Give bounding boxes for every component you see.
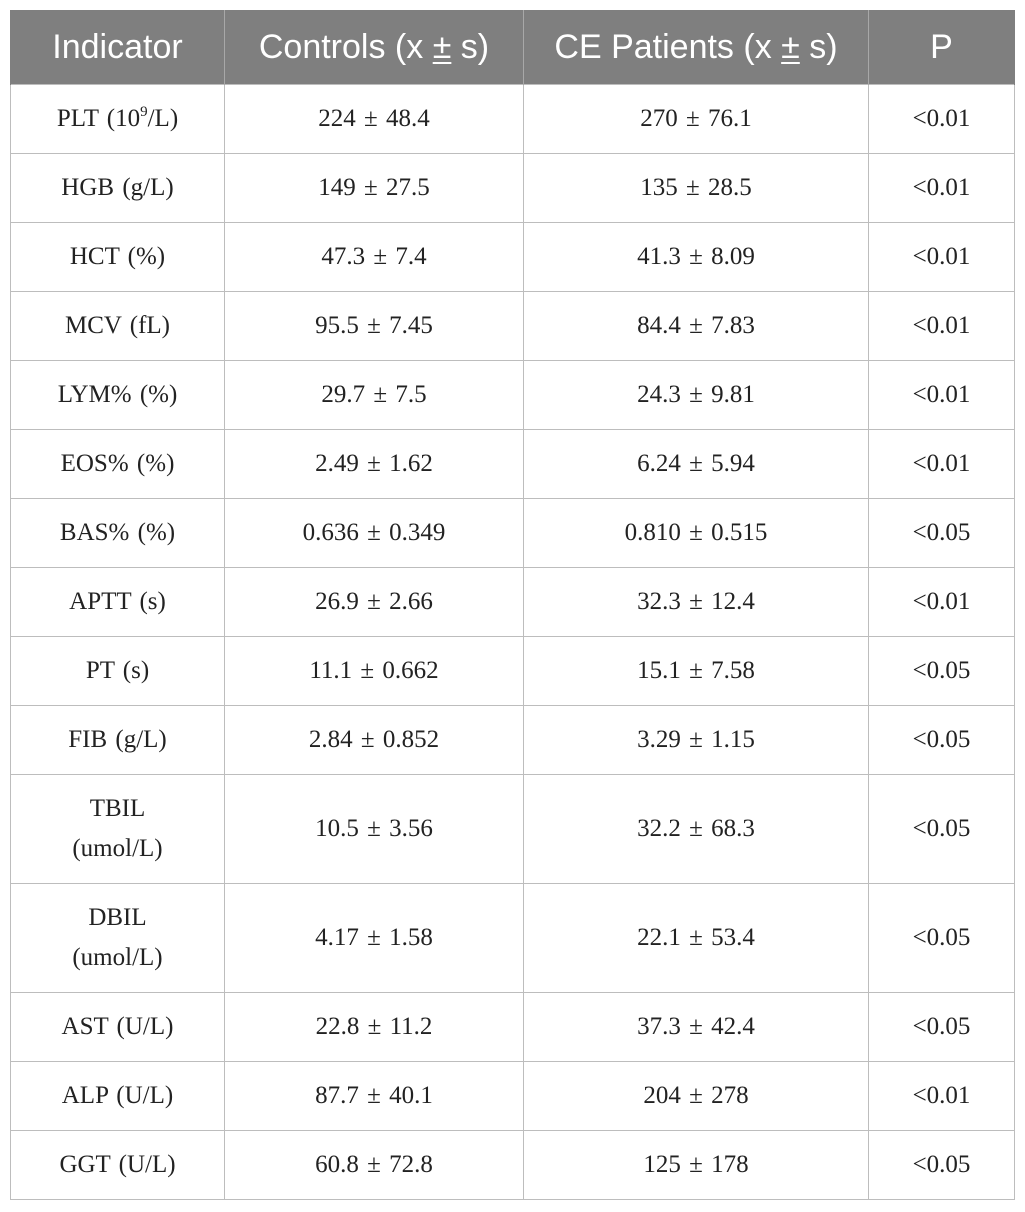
- indicator-label: FIB (g/L): [68, 726, 167, 753]
- p-value-cell: <0.05: [869, 1131, 1015, 1200]
- controls-cell: 11.1 ± 0.662: [225, 637, 524, 706]
- indicator-cell: [11, 223, 225, 292]
- header-controls-pm: ±: [432, 27, 452, 66]
- indicator-label: PT (s): [85, 657, 150, 684]
- ce-patients-cell: 41.3 ± 8.09: [524, 223, 869, 292]
- header-ce-patients: [524, 10, 869, 85]
- indicator-label: HCT (%): [69, 243, 166, 270]
- table-body: [11, 85, 1015, 1200]
- table-row: [11, 993, 1015, 1062]
- controls-cell: 2.84 ± 0.852: [225, 706, 524, 775]
- table-row: [11, 637, 1015, 706]
- indicator-superscript: 9: [140, 104, 148, 120]
- header-controls-text: Controls (x: [258, 27, 433, 66]
- controls-cell: 60.8 ± 72.8: [225, 1131, 524, 1200]
- table-header: [11, 10, 1015, 85]
- p-value-cell: <0.01: [869, 1062, 1015, 1131]
- p-value-cell: <0.01: [869, 568, 1015, 637]
- ce-patients-cell: 37.3 ± 42.4: [524, 993, 869, 1062]
- header-ce-pm: ±: [781, 27, 800, 66]
- indicator-label-unit: (umol/L): [72, 835, 163, 862]
- table-row: [11, 884, 1015, 993]
- controls-cell: 22.8 ± 11.2: [225, 993, 524, 1062]
- ce-patients-cell: 270 ± 76.1: [524, 85, 869, 154]
- indicator-cell: [11, 1062, 225, 1131]
- ce-patients-cell: 6.24 ± 5.94: [524, 430, 869, 499]
- p-value-cell: <0.01: [869, 361, 1015, 430]
- ce-patients-cell: 125 ± 178: [524, 1131, 869, 1200]
- p-value-cell: <0.01: [869, 85, 1015, 154]
- table-row: [11, 361, 1015, 430]
- indicator-cell: [11, 361, 225, 430]
- table-row: [11, 292, 1015, 361]
- header-row: [11, 10, 1015, 85]
- indicator-label: AST (U/L): [61, 1013, 174, 1040]
- p-value-cell: <0.01: [869, 292, 1015, 361]
- table-row: [11, 1062, 1015, 1131]
- indicator-cell: [11, 85, 225, 154]
- indicator-label: PLT (10: [56, 105, 141, 132]
- controls-cell: 10.5 ± 3.56: [225, 775, 524, 884]
- header-ce-tail: s): [799, 27, 838, 66]
- p-value-cell: <0.05: [869, 993, 1015, 1062]
- indicator-label: DBIL: [88, 904, 147, 931]
- indicator-label: LYM% (%): [57, 381, 178, 408]
- indicator-cell: [11, 154, 225, 223]
- header-ce-text: CE Patients (x: [554, 27, 782, 66]
- indicator-label: ALP (U/L): [61, 1082, 174, 1109]
- ce-patients-cell: 135 ± 28.5: [524, 154, 869, 223]
- indicator-cell: [11, 993, 225, 1062]
- ce-patients-cell: 22.1 ± 53.4: [524, 884, 869, 993]
- controls-cell: 224 ± 48.4: [225, 85, 524, 154]
- controls-cell: 87.7 ± 40.1: [225, 1062, 524, 1131]
- indicator-label: APTT (s): [69, 588, 166, 615]
- header-p: P: [869, 10, 1015, 85]
- table-row: [11, 706, 1015, 775]
- table-row: [11, 499, 1015, 568]
- p-value-cell: <0.05: [869, 775, 1015, 884]
- ce-patients-cell: 0.810 ± 0.515: [524, 499, 869, 568]
- indicator-cell: [11, 430, 225, 499]
- indicator-cell: [11, 1131, 225, 1200]
- ce-patients-cell: 32.2 ± 68.3: [524, 775, 869, 884]
- table-row: [11, 568, 1015, 637]
- indicator-cell: [11, 706, 225, 775]
- indicator-cell: [11, 775, 225, 884]
- header-indicator: Indicator: [11, 10, 225, 85]
- indicator-label: BAS% (%): [59, 519, 176, 546]
- indicator-label: HGB (g/L): [61, 174, 174, 201]
- p-value-cell: <0.01: [869, 154, 1015, 223]
- indicator-cell: [11, 499, 225, 568]
- table-row: [11, 1131, 1015, 1200]
- p-value-cell: <0.05: [869, 637, 1015, 706]
- p-value-cell: <0.05: [869, 706, 1015, 775]
- controls-cell: 149 ± 27.5: [225, 154, 524, 223]
- data-table: [10, 10, 1015, 1200]
- controls-cell: 2.49 ± 1.62: [225, 430, 524, 499]
- header-controls-tail: s): [451, 27, 490, 66]
- indicator-label: GGT (U/L): [59, 1151, 176, 1178]
- p-value-cell: <0.01: [869, 430, 1015, 499]
- indicator-label-unit: (umol/L): [72, 944, 163, 971]
- header-controls: [225, 10, 524, 85]
- table-row: [11, 223, 1015, 292]
- table-row: [11, 85, 1015, 154]
- indicator-cell: [11, 637, 225, 706]
- table-row: [11, 775, 1015, 884]
- p-value-cell: <0.05: [869, 884, 1015, 993]
- controls-cell: 29.7 ± 7.5: [225, 361, 524, 430]
- indicator-label: TBIL: [89, 795, 146, 822]
- ce-patients-cell: 32.3 ± 12.4: [524, 568, 869, 637]
- ce-patients-cell: 15.1 ± 7.58: [524, 637, 869, 706]
- table-row: [11, 430, 1015, 499]
- indicator-label: EOS% (%): [60, 450, 175, 477]
- indicator-cell: [11, 568, 225, 637]
- ce-patients-cell: 84.4 ± 7.83: [524, 292, 869, 361]
- controls-cell: 95.5 ± 7.45: [225, 292, 524, 361]
- controls-cell: 0.636 ± 0.349: [225, 499, 524, 568]
- controls-cell: 47.3 ± 7.4: [225, 223, 524, 292]
- ce-patients-cell: 204 ± 278: [524, 1062, 869, 1131]
- indicator-label: MCV (fL): [64, 312, 170, 339]
- ce-patients-cell: 24.3 ± 9.81: [524, 361, 869, 430]
- table-row: [11, 154, 1015, 223]
- ce-patients-cell: 3.29 ± 1.15: [524, 706, 869, 775]
- controls-cell: 26.9 ± 2.66: [225, 568, 524, 637]
- indicator-cell: [11, 292, 225, 361]
- indicator-cell: [11, 884, 225, 993]
- indicator-label-tail: /L): [147, 105, 179, 132]
- p-value-cell: <0.01: [869, 223, 1015, 292]
- controls-cell: 4.17 ± 1.58: [225, 884, 524, 993]
- p-value-cell: <0.05: [869, 499, 1015, 568]
